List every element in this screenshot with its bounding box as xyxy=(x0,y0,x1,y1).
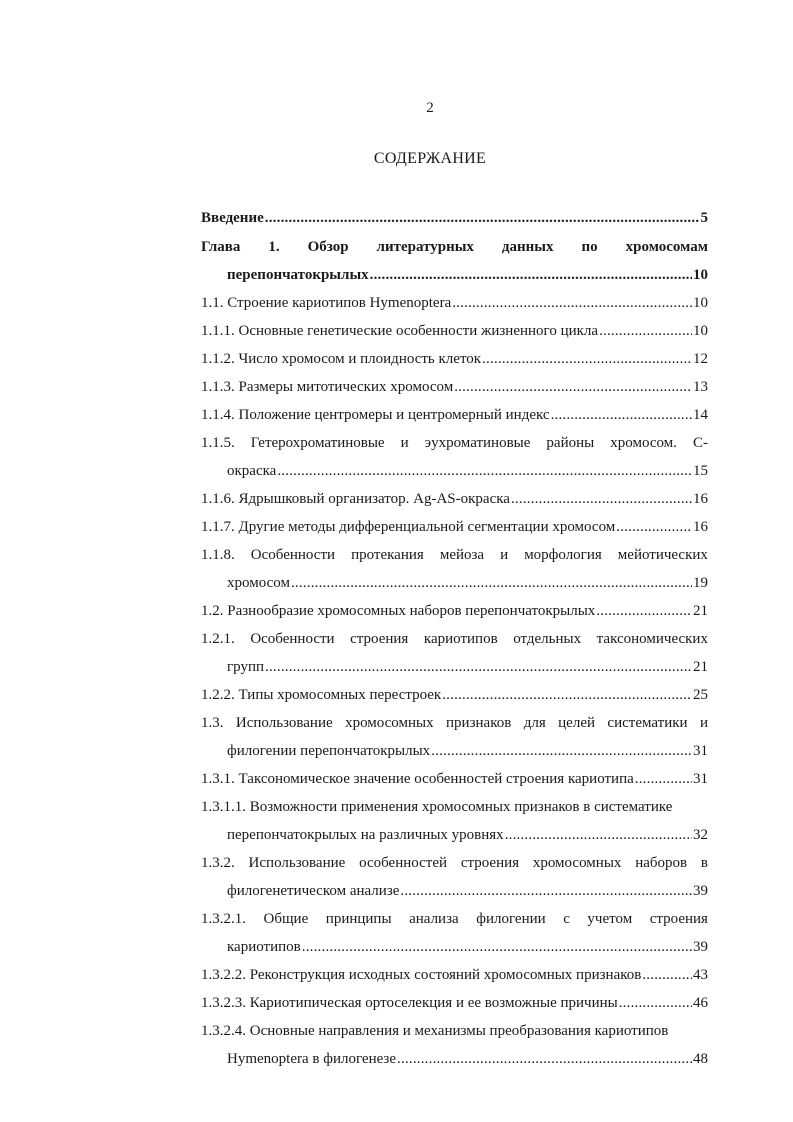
toc-word: данных xyxy=(501,239,554,255)
toc-entry-introduction[interactable] xyxy=(201,210,708,232)
toc-entry-1-3[interactable] xyxy=(201,715,708,737)
toc-word: кариотипов xyxy=(423,631,498,647)
toc-entry-title: 1.1.2. Число хромосом и плоидность клеток xyxy=(201,351,482,367)
toc-leader xyxy=(370,267,692,284)
toc-leader xyxy=(454,379,692,396)
toc-entry-title: хромосом xyxy=(227,575,290,591)
toc-entry-page: 19 xyxy=(693,575,708,591)
toc-entry-1-3-cont[interactable] xyxy=(227,743,708,765)
toc-entry-page: 48 xyxy=(693,1051,708,1067)
toc-word: наборов xyxy=(635,855,688,871)
toc-word: строения xyxy=(350,631,409,647)
toc-entry-1-3-2-3[interactable] xyxy=(201,995,708,1017)
toc-word: протекания xyxy=(351,547,424,563)
toc-entry-1-1-3[interactable] xyxy=(201,379,708,401)
toc-entry-title: Hymenoptera в филогенезе xyxy=(227,1051,397,1067)
toc-entry-page: 16 xyxy=(693,519,708,535)
toc-entry-title: 1.3.1. Таксономическое значение особенностей строения кариотипа xyxy=(201,771,634,787)
toc-entry-title: 1.1.6. Ядрышковый организатор. Ag-AS-окраска xyxy=(201,491,510,507)
toc-leader xyxy=(616,519,692,536)
toc-word: С- xyxy=(692,435,708,451)
toc-entry-page: 46 xyxy=(693,995,708,1011)
toc-word: Особенности xyxy=(250,547,336,563)
toc-entry-title: групп xyxy=(227,659,265,675)
toc-word: хромосомных xyxy=(532,855,622,871)
toc-word: учетом xyxy=(587,911,633,927)
toc-entry-page: 13 xyxy=(693,379,708,395)
toc-word: Глава xyxy=(201,239,241,255)
toc-word: целей xyxy=(558,715,596,731)
toc-entry-page: 31 xyxy=(693,743,708,759)
toc-entry-title: 1.1.4. Положение центромеры и центромерный индекс xyxy=(201,407,550,423)
toc-entry-title: перепончатокрылых на различных уровнях xyxy=(227,827,504,843)
toc-entry-1-2-2[interactable] xyxy=(201,687,708,709)
toc-entry-1-1-4[interactable] xyxy=(201,407,708,429)
toc-entry-title: Введение xyxy=(201,210,264,226)
toc-word: Использование xyxy=(248,855,346,871)
toc-word: хромосомных xyxy=(345,715,434,731)
toc-entry-title: 1.3.1.1. Возможности применения хромосомных признаков в систематике xyxy=(201,799,673,815)
toc-entry-1-1-5-cont[interactable] xyxy=(227,463,708,485)
toc-word: эухроматиновые xyxy=(424,435,531,451)
toc-entry-page: 39 xyxy=(693,883,708,899)
toc-leader xyxy=(291,575,692,592)
toc-word: 1.3.2.1. xyxy=(201,911,246,927)
toc-entry-1-1[interactable] xyxy=(201,295,708,317)
toc-entry-page: 21 xyxy=(693,659,708,675)
toc-leader xyxy=(302,939,692,956)
toc-leader xyxy=(431,743,692,760)
toc-entry-1-1-6[interactable] xyxy=(201,491,708,513)
toc-entry-1-1-2[interactable] xyxy=(201,351,708,373)
toc-word: 1.1.5. xyxy=(201,435,235,451)
toc-entry-title: окраска xyxy=(227,463,277,479)
toc-entry-1-2-1[interactable] xyxy=(201,631,708,653)
toc-entry-page: 31 xyxy=(693,771,708,787)
toc-entry-1-1-1[interactable] xyxy=(201,323,708,345)
toc-leader xyxy=(442,687,692,704)
toc-entry-title: филогении перепончатокрылых xyxy=(227,743,431,759)
toc-leader xyxy=(635,771,692,788)
toc-word: литературных xyxy=(376,239,474,255)
toc-entry-page: 10 xyxy=(693,323,708,339)
toc-word: морфология xyxy=(524,547,602,563)
page-number: 2 xyxy=(426,100,434,116)
toc-word: в xyxy=(700,855,708,871)
toc-entry-chapter-1[interactable] xyxy=(201,239,708,261)
toc-entry-page: 10 xyxy=(693,267,708,283)
toc-word: с xyxy=(563,911,570,927)
toc-word: 1. xyxy=(268,239,280,255)
toc-entry-1-3-1-1-cont[interactable] xyxy=(227,827,708,849)
toc-word: отдельных xyxy=(513,631,582,647)
toc-leader xyxy=(619,995,692,1012)
toc-leader xyxy=(599,323,692,340)
toc-word: особенностей xyxy=(359,855,448,871)
toc-entry-title: 1.1.1. Основные генетические особенности жизненного цикла xyxy=(201,323,599,339)
toc-entry-title: 1.2. Разнообразие хромосомных наборов перепончатокрылых xyxy=(201,603,596,619)
toc-word: анализа xyxy=(409,911,459,927)
toc-entry-page: 14 xyxy=(693,407,708,423)
toc-entry-title: 1.2.2. Типы хромосомных перестроек xyxy=(201,687,442,703)
toc-entry-page: 32 xyxy=(693,827,708,843)
toc-word: признаков xyxy=(446,715,512,731)
toc-leader xyxy=(642,967,692,984)
toc-word: Гетерохроматиновые xyxy=(250,435,385,451)
toc-entry-1-3-2-1-cont[interactable] xyxy=(227,939,708,961)
toc-word: Использование xyxy=(235,715,333,731)
toc-leader xyxy=(482,351,692,368)
toc-word: принципы xyxy=(325,911,392,927)
toc-leader xyxy=(596,603,692,620)
toc-word: мейоза xyxy=(439,547,485,563)
toc-leader xyxy=(511,491,692,508)
toc-entry-1-1-7[interactable] xyxy=(201,519,708,541)
toc-word: хромосомам xyxy=(625,239,708,255)
toc-entry-1-3-2-4[interactable] xyxy=(201,1023,708,1045)
toc-entry-1-3-2-cont[interactable] xyxy=(227,883,708,905)
toc-entry-1-3-2[interactable] xyxy=(201,855,708,877)
toc-entry-title: 1.1.3. Размеры митотических хромосом xyxy=(201,379,454,395)
page-title: СОДЕРЖАНИЕ xyxy=(373,150,487,167)
toc-word: 1.3. xyxy=(201,715,224,731)
toc-entry-page: 39 xyxy=(693,939,708,955)
toc-word: таксономических xyxy=(596,631,708,647)
toc-word: мейотических xyxy=(617,547,708,563)
toc-entry-page: 10 xyxy=(693,295,708,311)
toc-word: Обзор xyxy=(307,239,349,255)
toc-word: и xyxy=(400,435,409,451)
toc-entry-1-1-8[interactable] xyxy=(201,547,708,569)
toc-entry-1-1-8-cont[interactable] xyxy=(227,575,708,597)
toc-word: для xyxy=(523,715,546,731)
toc-word: Особенности xyxy=(250,631,335,647)
toc-word: систематики xyxy=(607,715,688,731)
toc-leader xyxy=(397,1051,692,1068)
toc-entry-title: 1.3.2.4. Основные направления и механизмы преобразования кариотипов xyxy=(201,1023,669,1039)
toc-entry-1-3-2-2[interactable] xyxy=(201,967,708,989)
toc-entry-page: 15 xyxy=(693,463,708,479)
toc-entry-1-2-1-cont[interactable] xyxy=(227,659,708,681)
toc-entry-page: 21 xyxy=(693,603,708,619)
toc-leader xyxy=(400,883,692,900)
toc-word: строения xyxy=(460,855,520,871)
toc-word: по xyxy=(581,239,598,255)
toc-entry-page: 12 xyxy=(693,351,708,367)
toc-entry-chapter-1-cont[interactable] xyxy=(227,267,708,289)
toc-leader xyxy=(505,827,692,844)
toc-entry-title: 1.1.7. Другие методы дифференциальной сегментации хромосом xyxy=(201,519,616,535)
toc-entry-1-3-1-1[interactable] xyxy=(201,799,708,821)
toc-leader xyxy=(452,295,692,312)
toc-leader xyxy=(277,463,692,480)
toc-entry-title: филогенетическом анализе xyxy=(227,883,400,899)
toc-entry-title: 1.3.2.2. Реконструкция исходных состояний хромосомных признаков xyxy=(201,967,642,983)
toc-word: филогении xyxy=(476,911,546,927)
toc-word: и xyxy=(500,547,509,563)
toc-word: районы xyxy=(546,435,595,451)
toc-entry-title: кариотипов xyxy=(227,939,301,955)
toc-entry-1-2[interactable] xyxy=(201,603,708,625)
toc-word: строения xyxy=(649,911,708,927)
toc-word: 1.1.8. xyxy=(201,547,235,563)
toc-entry-1-1-5[interactable] xyxy=(201,435,708,457)
toc-word: 1.3.2. xyxy=(201,855,235,871)
toc-entry-title: 1.3.2.3. Кариотипическая ортоселекция и ее возможные причины xyxy=(201,995,618,1011)
toc-entry-title: перепончатокрылых xyxy=(227,267,369,283)
toc-entry-1-3-2-1[interactable] xyxy=(201,911,708,933)
toc-word: и xyxy=(699,715,708,731)
toc-entry-1-3-1[interactable] xyxy=(201,771,708,793)
toc-word: Общие xyxy=(263,911,309,927)
toc-entry-page: 25 xyxy=(693,687,708,703)
toc-entry-page: 43 xyxy=(693,967,708,983)
toc-entry-1-3-2-4-cont[interactable] xyxy=(227,1051,708,1073)
toc-word: 1.2.1. xyxy=(201,631,235,647)
toc-leader xyxy=(551,407,692,424)
toc-leader xyxy=(265,659,692,676)
toc-leader xyxy=(265,210,700,227)
toc-entry-page: 5 xyxy=(700,210,708,226)
toc-entry-page: 16 xyxy=(693,491,708,507)
toc-word: хромосом. xyxy=(610,435,677,451)
toc-entry-title: 1.1. Строение кариотипов Hymenoptera xyxy=(201,295,452,311)
